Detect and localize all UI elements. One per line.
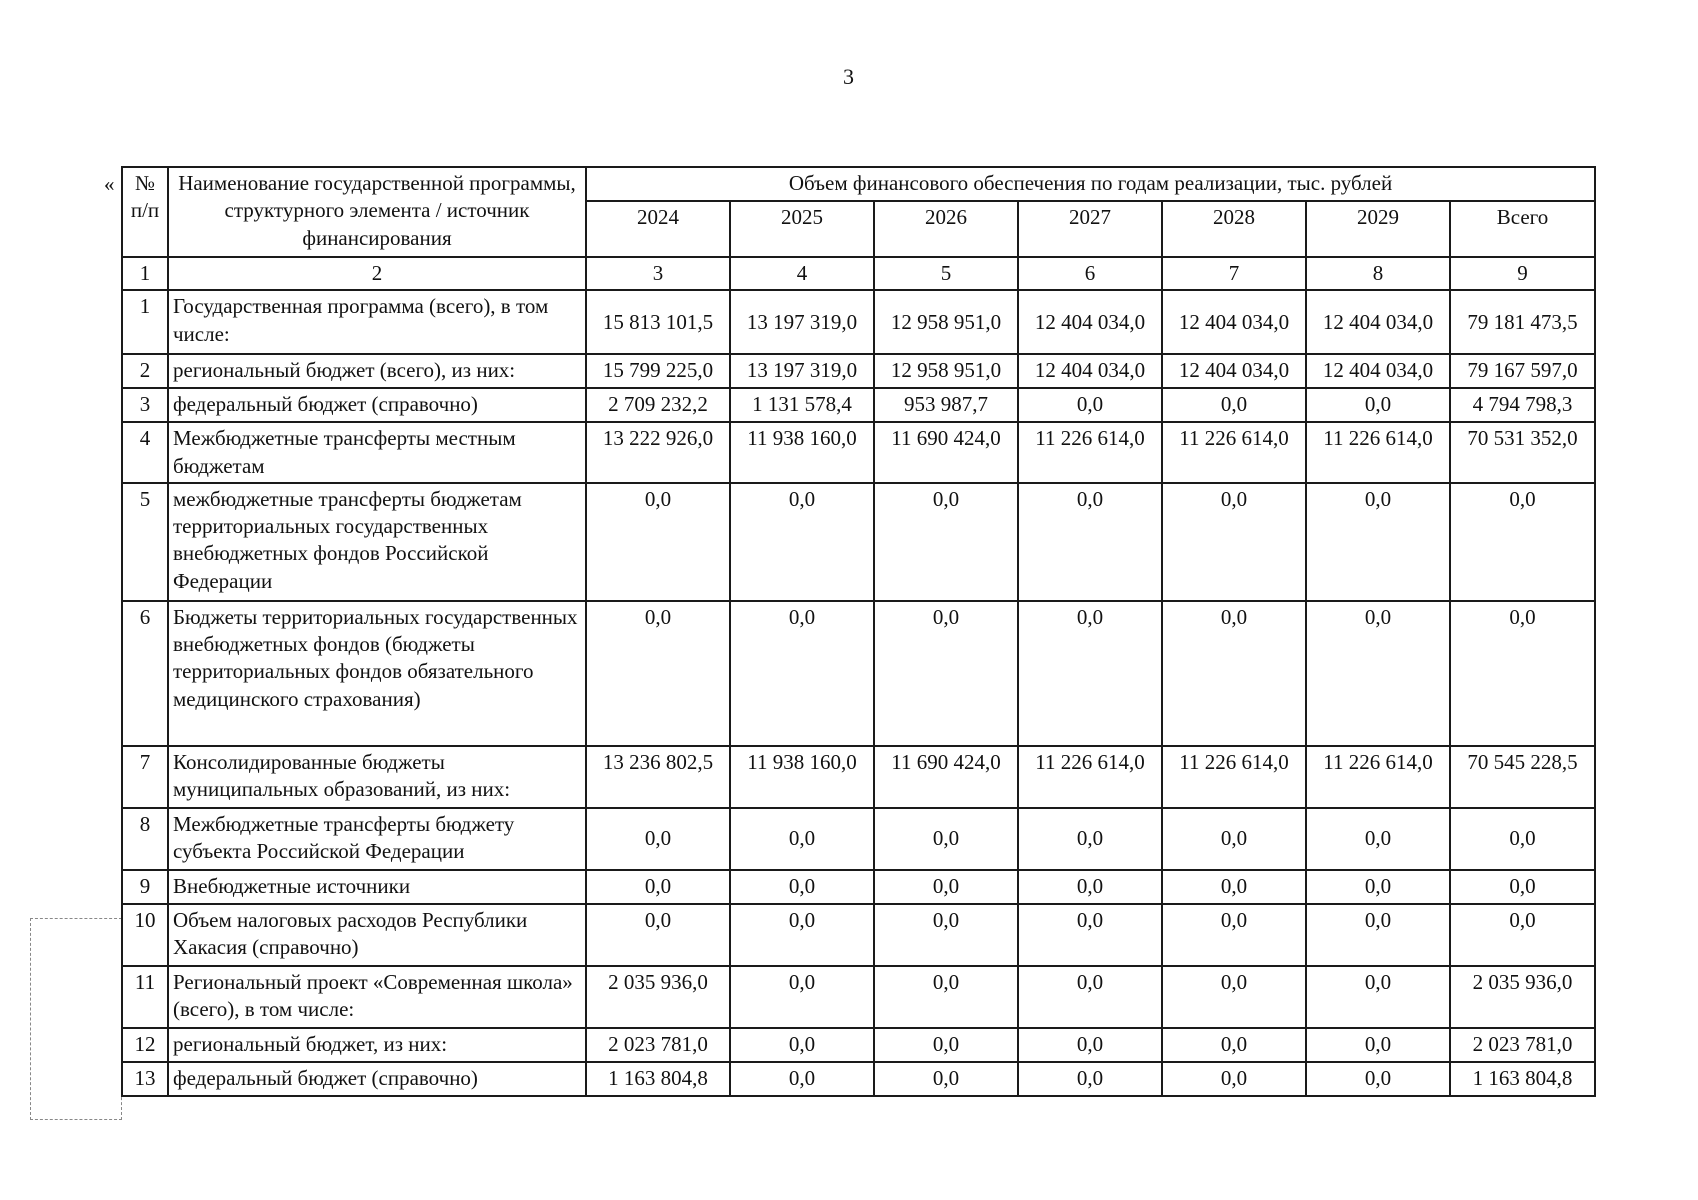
header-year: 2027: [1018, 201, 1162, 257]
cell-value: 0,0: [1018, 601, 1162, 746]
cell-value: 2 035 936,0: [1450, 966, 1595, 1028]
cell-value: 70 545 228,5: [1450, 746, 1595, 808]
header-year: 2024: [586, 201, 730, 257]
cell-value: 11 226 614,0: [1306, 422, 1450, 483]
cell-value: 0,0: [1450, 483, 1595, 601]
cell-value: 11 226 614,0: [1018, 422, 1162, 483]
cell-value: 0,0: [1018, 966, 1162, 1028]
table-row: [122, 808, 1595, 870]
cell-value: 12 404 034,0: [1018, 354, 1162, 388]
row-number: 11: [122, 966, 168, 1028]
column-index: 5: [874, 257, 1018, 290]
cell-value: 2 023 781,0: [1450, 1028, 1595, 1062]
row-name: Консолидированные бюджеты муниципальных образований, из них:: [168, 746, 586, 808]
cell-value: 0,0: [874, 1028, 1018, 1062]
row-number: 3: [122, 388, 168, 422]
row-name: федеральный бюджет (справочно): [168, 1062, 586, 1096]
cell-value: 12 404 034,0: [1306, 290, 1450, 354]
cell-value: 0,0: [1162, 601, 1306, 746]
table-row: [122, 966, 1595, 1028]
cell-value: 0,0: [1306, 870, 1450, 904]
row-number: 6: [122, 601, 168, 746]
table-row: [122, 483, 1595, 601]
table-row: [122, 1062, 1595, 1096]
row-name: Межбюджетные трансферты местным бюджетам: [168, 422, 586, 483]
column-index-row: [122, 257, 1595, 290]
table-row: [122, 354, 1595, 388]
cell-value: 0,0: [874, 808, 1018, 870]
table-row: [122, 746, 1595, 808]
table-row: [122, 870, 1595, 904]
row-number: 8: [122, 808, 168, 870]
row-name: региональный бюджет, из них:: [168, 1028, 586, 1062]
cell-value: 12 958 951,0: [874, 290, 1018, 354]
cell-value: 79 181 473,5: [1450, 290, 1595, 354]
row-number: 7: [122, 746, 168, 808]
cell-value: 0,0: [1162, 904, 1306, 966]
cell-value: 0,0: [730, 966, 874, 1028]
cell-value: 0,0: [586, 483, 730, 601]
cell-value: 0,0: [730, 483, 874, 601]
cell-value: 11 938 160,0: [730, 746, 874, 808]
cell-value: 0,0: [1018, 483, 1162, 601]
cell-value: 0,0: [730, 808, 874, 870]
cell-value: 0,0: [730, 1028, 874, 1062]
cell-value: 0,0: [1162, 388, 1306, 422]
column-index: 1: [122, 257, 168, 290]
cell-value: 11 226 614,0: [1162, 422, 1306, 483]
financing-table: [121, 166, 1596, 1097]
cell-value: 0,0: [1306, 808, 1450, 870]
column-index: 4: [730, 257, 874, 290]
cell-value: 0,0: [1162, 966, 1306, 1028]
page-number: 3: [843, 64, 854, 89]
cell-value: 11 938 160,0: [730, 422, 874, 483]
column-index: 6: [1018, 257, 1162, 290]
cell-value: 0,0: [1018, 904, 1162, 966]
side-stamp: [30, 918, 122, 1120]
header-num: № п/п: [122, 167, 168, 257]
column-index: 8: [1306, 257, 1450, 290]
column-index: 7: [1162, 257, 1306, 290]
cell-value: 15 799 225,0: [586, 354, 730, 388]
row-number: 10: [122, 904, 168, 966]
column-index: 2: [168, 257, 586, 290]
row-number: 13: [122, 1062, 168, 1096]
cell-value: 0,0: [586, 601, 730, 746]
cell-value: 1 131 578,4: [730, 388, 874, 422]
table-row: [122, 601, 1595, 746]
cell-value: 0,0: [1450, 904, 1595, 966]
table-row: [122, 388, 1595, 422]
header-year: 2025: [730, 201, 874, 257]
cell-value: 0,0: [874, 601, 1018, 746]
cell-value: 0,0: [586, 808, 730, 870]
cell-value: 0,0: [730, 904, 874, 966]
cell-value: 11 690 424,0: [874, 422, 1018, 483]
table-row: [122, 904, 1595, 966]
cell-value: 0,0: [874, 1062, 1018, 1096]
row-name: Бюджеты территориальных государственных внебюджетных фондов (бюджеты территориальных фондов обязательного медицинского страхования): [168, 601, 586, 746]
cell-value: 0,0: [1306, 601, 1450, 746]
cell-value: 0,0: [1306, 483, 1450, 601]
cell-value: 0,0: [1162, 808, 1306, 870]
row-name: Внебюджетные источники: [168, 870, 586, 904]
row-number: 4: [122, 422, 168, 483]
cell-value: 0,0: [1018, 388, 1162, 422]
header-row-top: [122, 167, 1595, 201]
cell-value: 0,0: [730, 870, 874, 904]
row-number: 12: [122, 1028, 168, 1062]
cell-value: 13 222 926,0: [586, 422, 730, 483]
row-name: межбюджетные трансферты бюджетам территориальных государственных внебюджетных фондов Российской Федерации: [168, 483, 586, 601]
cell-value: 4 794 798,3: [1450, 388, 1595, 422]
header-year: 2026: [874, 201, 1018, 257]
header-total: Всего: [1450, 201, 1595, 257]
row-number: 2: [122, 354, 168, 388]
header-year: 2028: [1162, 201, 1306, 257]
cell-value: 0,0: [1306, 1028, 1450, 1062]
cell-value: 953 987,7: [874, 388, 1018, 422]
cell-value: 0,0: [586, 904, 730, 966]
cell-value: 13 197 319,0: [730, 290, 874, 354]
cell-value: 79 167 597,0: [1450, 354, 1595, 388]
row-number: 1: [122, 290, 168, 354]
cell-value: 0,0: [1450, 870, 1595, 904]
cell-value: 13 197 319,0: [730, 354, 874, 388]
cell-value: 11 690 424,0: [874, 746, 1018, 808]
row-name: Объем налоговых расходов Республики Хакасия (справочно): [168, 904, 586, 966]
header-volume: Объем финансового обеспечения по годам реализации, тыс. рублей: [586, 167, 1595, 201]
cell-value: 0,0: [874, 483, 1018, 601]
cell-value: 0,0: [1018, 1062, 1162, 1096]
cell-value: 0,0: [1450, 601, 1595, 746]
cell-value: 0,0: [874, 966, 1018, 1028]
cell-value: 11 226 614,0: [1306, 746, 1450, 808]
cell-value: 0,0: [874, 870, 1018, 904]
cell-value: 0,0: [1450, 808, 1595, 870]
cell-value: 0,0: [874, 904, 1018, 966]
table-row: [122, 1028, 1595, 1062]
column-index: 9: [1450, 257, 1595, 290]
cell-value: 2 035 936,0: [586, 966, 730, 1028]
cell-value: 1 163 804,8: [1450, 1062, 1595, 1096]
cell-value: 11 226 614,0: [1162, 746, 1306, 808]
cell-value: 0,0: [1018, 808, 1162, 870]
cell-value: 0,0: [1162, 870, 1306, 904]
cell-value: 0,0: [1306, 966, 1450, 1028]
stamp-text: [31, 919, 121, 1119]
row-name: региональный бюджет (всего), из них:: [168, 354, 586, 388]
cell-value: 0,0: [1018, 1028, 1162, 1062]
header-name: Наименование государственной программы, структурного элемента / источник финансирования: [168, 167, 586, 257]
cell-value: 0,0: [730, 601, 874, 746]
cell-value: 13 236 802,5: [586, 746, 730, 808]
cell-value: 0,0: [1162, 483, 1306, 601]
column-index: 3: [586, 257, 730, 290]
cell-value: 0,0: [1306, 1062, 1450, 1096]
cell-value: 70 531 352,0: [1450, 422, 1595, 483]
opening-quote: «: [104, 172, 115, 196]
row-name: Региональный проект «Современная школа» (всего), в том числе:: [168, 966, 586, 1028]
row-name: Государственная программа (всего), в том числе:: [168, 290, 586, 354]
cell-value: 12 404 034,0: [1162, 290, 1306, 354]
cell-value: 0,0: [1306, 904, 1450, 966]
cell-value: 0,0: [1018, 870, 1162, 904]
row-number: 5: [122, 483, 168, 601]
table-row: [122, 290, 1595, 354]
table-row: [122, 422, 1595, 483]
cell-value: 12 958 951,0: [874, 354, 1018, 388]
row-number: 9: [122, 870, 168, 904]
cell-value: 12 404 034,0: [1018, 290, 1162, 354]
cell-value: 0,0: [1162, 1028, 1306, 1062]
cell-value: 0,0: [1162, 1062, 1306, 1096]
cell-value: 0,0: [586, 870, 730, 904]
cell-value: 2 709 232,2: [586, 388, 730, 422]
cell-value: 15 813 101,5: [586, 290, 730, 354]
cell-value: 0,0: [1306, 388, 1450, 422]
row-name: Межбюджетные трансферты бюджету субъекта Российской Федерации: [168, 808, 586, 870]
cell-value: 0,0: [730, 1062, 874, 1096]
cell-value: 1 163 804,8: [586, 1062, 730, 1096]
cell-value: 12 404 034,0: [1306, 354, 1450, 388]
cell-value: 12 404 034,0: [1162, 354, 1306, 388]
cell-value: 2 023 781,0: [586, 1028, 730, 1062]
row-name: федеральный бюджет (справочно): [168, 388, 586, 422]
cell-value: 11 226 614,0: [1018, 746, 1162, 808]
header-year: 2029: [1306, 201, 1450, 257]
